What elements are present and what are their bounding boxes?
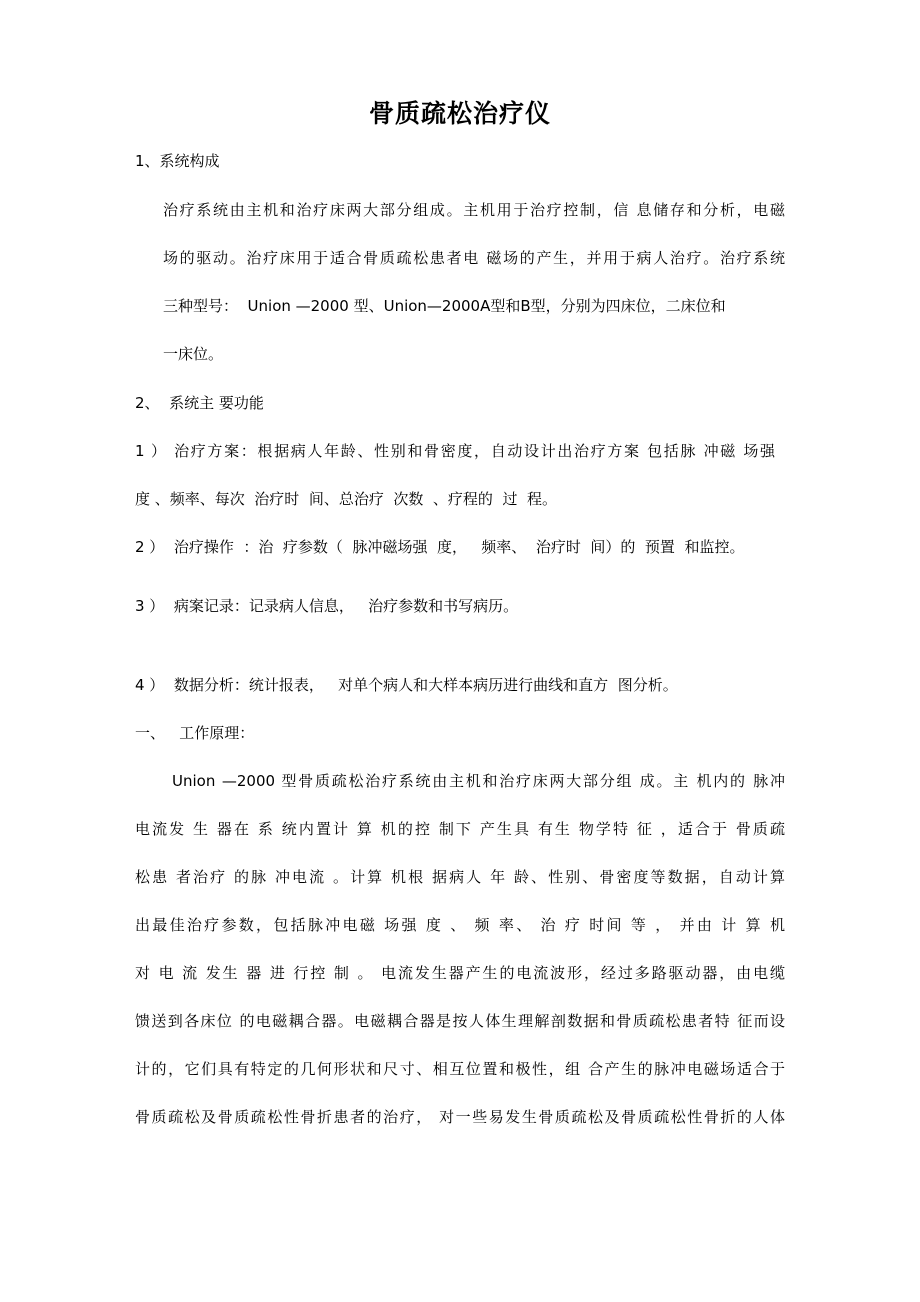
paragraph-line: 三种型号： Union —2000 型、Union—2000A型和B型，分别为四床位，二床位和 <box>163 297 726 315</box>
paragraph-line: 电流发 生 器在 系 统内置计 算 机的控 制下 产生具 有生 物学特 征 ，适合于 骨质疏 <box>135 820 785 838</box>
document-title: 骨质疏松治疗仪 <box>368 99 551 128</box>
list-item-treatment-plan-continued: 度 、频率、每次 治疗时 间、总治疗 次数 、疗程的 过 程。 <box>135 490 557 508</box>
section-heading-system-composition: 1、系统构成 <box>135 152 220 170</box>
paragraph-line: Union —2000 型骨质疏松治疗系统由主机和治疗床两大部分组 成。主 机内的 脉冲 <box>172 772 785 790</box>
section-heading-working-principle: 一、 工作原理： <box>135 724 255 742</box>
paragraph-line: 松患 者治疗 的脉 冲电流 。计算 机根 据病人 年 龄、性别、骨密度等数据，自动计算 <box>135 868 785 886</box>
paragraph-line: 出最佳治疗参数，包括脉冲电磁 场强 度 、 频 率、 治 疗 时间 等 ， 并由 计 算 机 <box>135 916 785 934</box>
section-heading-main-functions: 2、 系统主 要功能 <box>135 394 264 412</box>
list-item-treatment-operation: 2 ） 治疗操作 ：治 疗参数（ 脉冲磁场强 度， 频率、 治疗时 间）的 预置 和监控。 <box>135 538 745 556</box>
paragraph-line: 馈送到各床位 的电磁耦合器。电磁耦合器是按人体生理解剖数据和骨质疏松患者特 征而设 <box>135 1012 785 1030</box>
list-item-case-records: 3 ） 病案记录：记录病人信息， 治疗参数和书写病历。 <box>135 597 519 615</box>
paragraph-line: 计的，它们具有特定的几何形状和尺寸、相互位置和极性，组 合产生的脉冲电磁场适合于 <box>135 1060 785 1078</box>
paragraph-line: 骨质疏松及骨质疏松性骨折患者的治疗， 对一些易发生骨质疏松及骨质疏松性骨折的人体 <box>135 1108 785 1126</box>
list-item-treatment-plan: 1 ） 治疗方案：根据病人年龄、性别和骨密度，自动设计出治疗方案 包括脉 冲磁 场强 <box>135 442 775 460</box>
paragraph-line: 场的驱动。治疗床用于适合骨质疏松患者电 磁场的产生，并用于病人治疗。治疗系统 <box>163 249 785 267</box>
paragraph-line: 治疗系统由主机和治疗床两大部分组成。主机用于治疗控制，信 息储存和分析，电磁 <box>163 201 785 219</box>
paragraph-line: 一床位。 <box>163 345 224 363</box>
paragraph-line: 对 电 流 发生 器 进 行控 制 。 电流发生器产生的电流波形，经过多路驱动器，由电缆 <box>135 964 785 982</box>
list-item-data-analysis: 4 ） 数据分析：统计报表， 对单个病人和大样本病历进行曲线和直方 图分析。 <box>135 676 678 694</box>
